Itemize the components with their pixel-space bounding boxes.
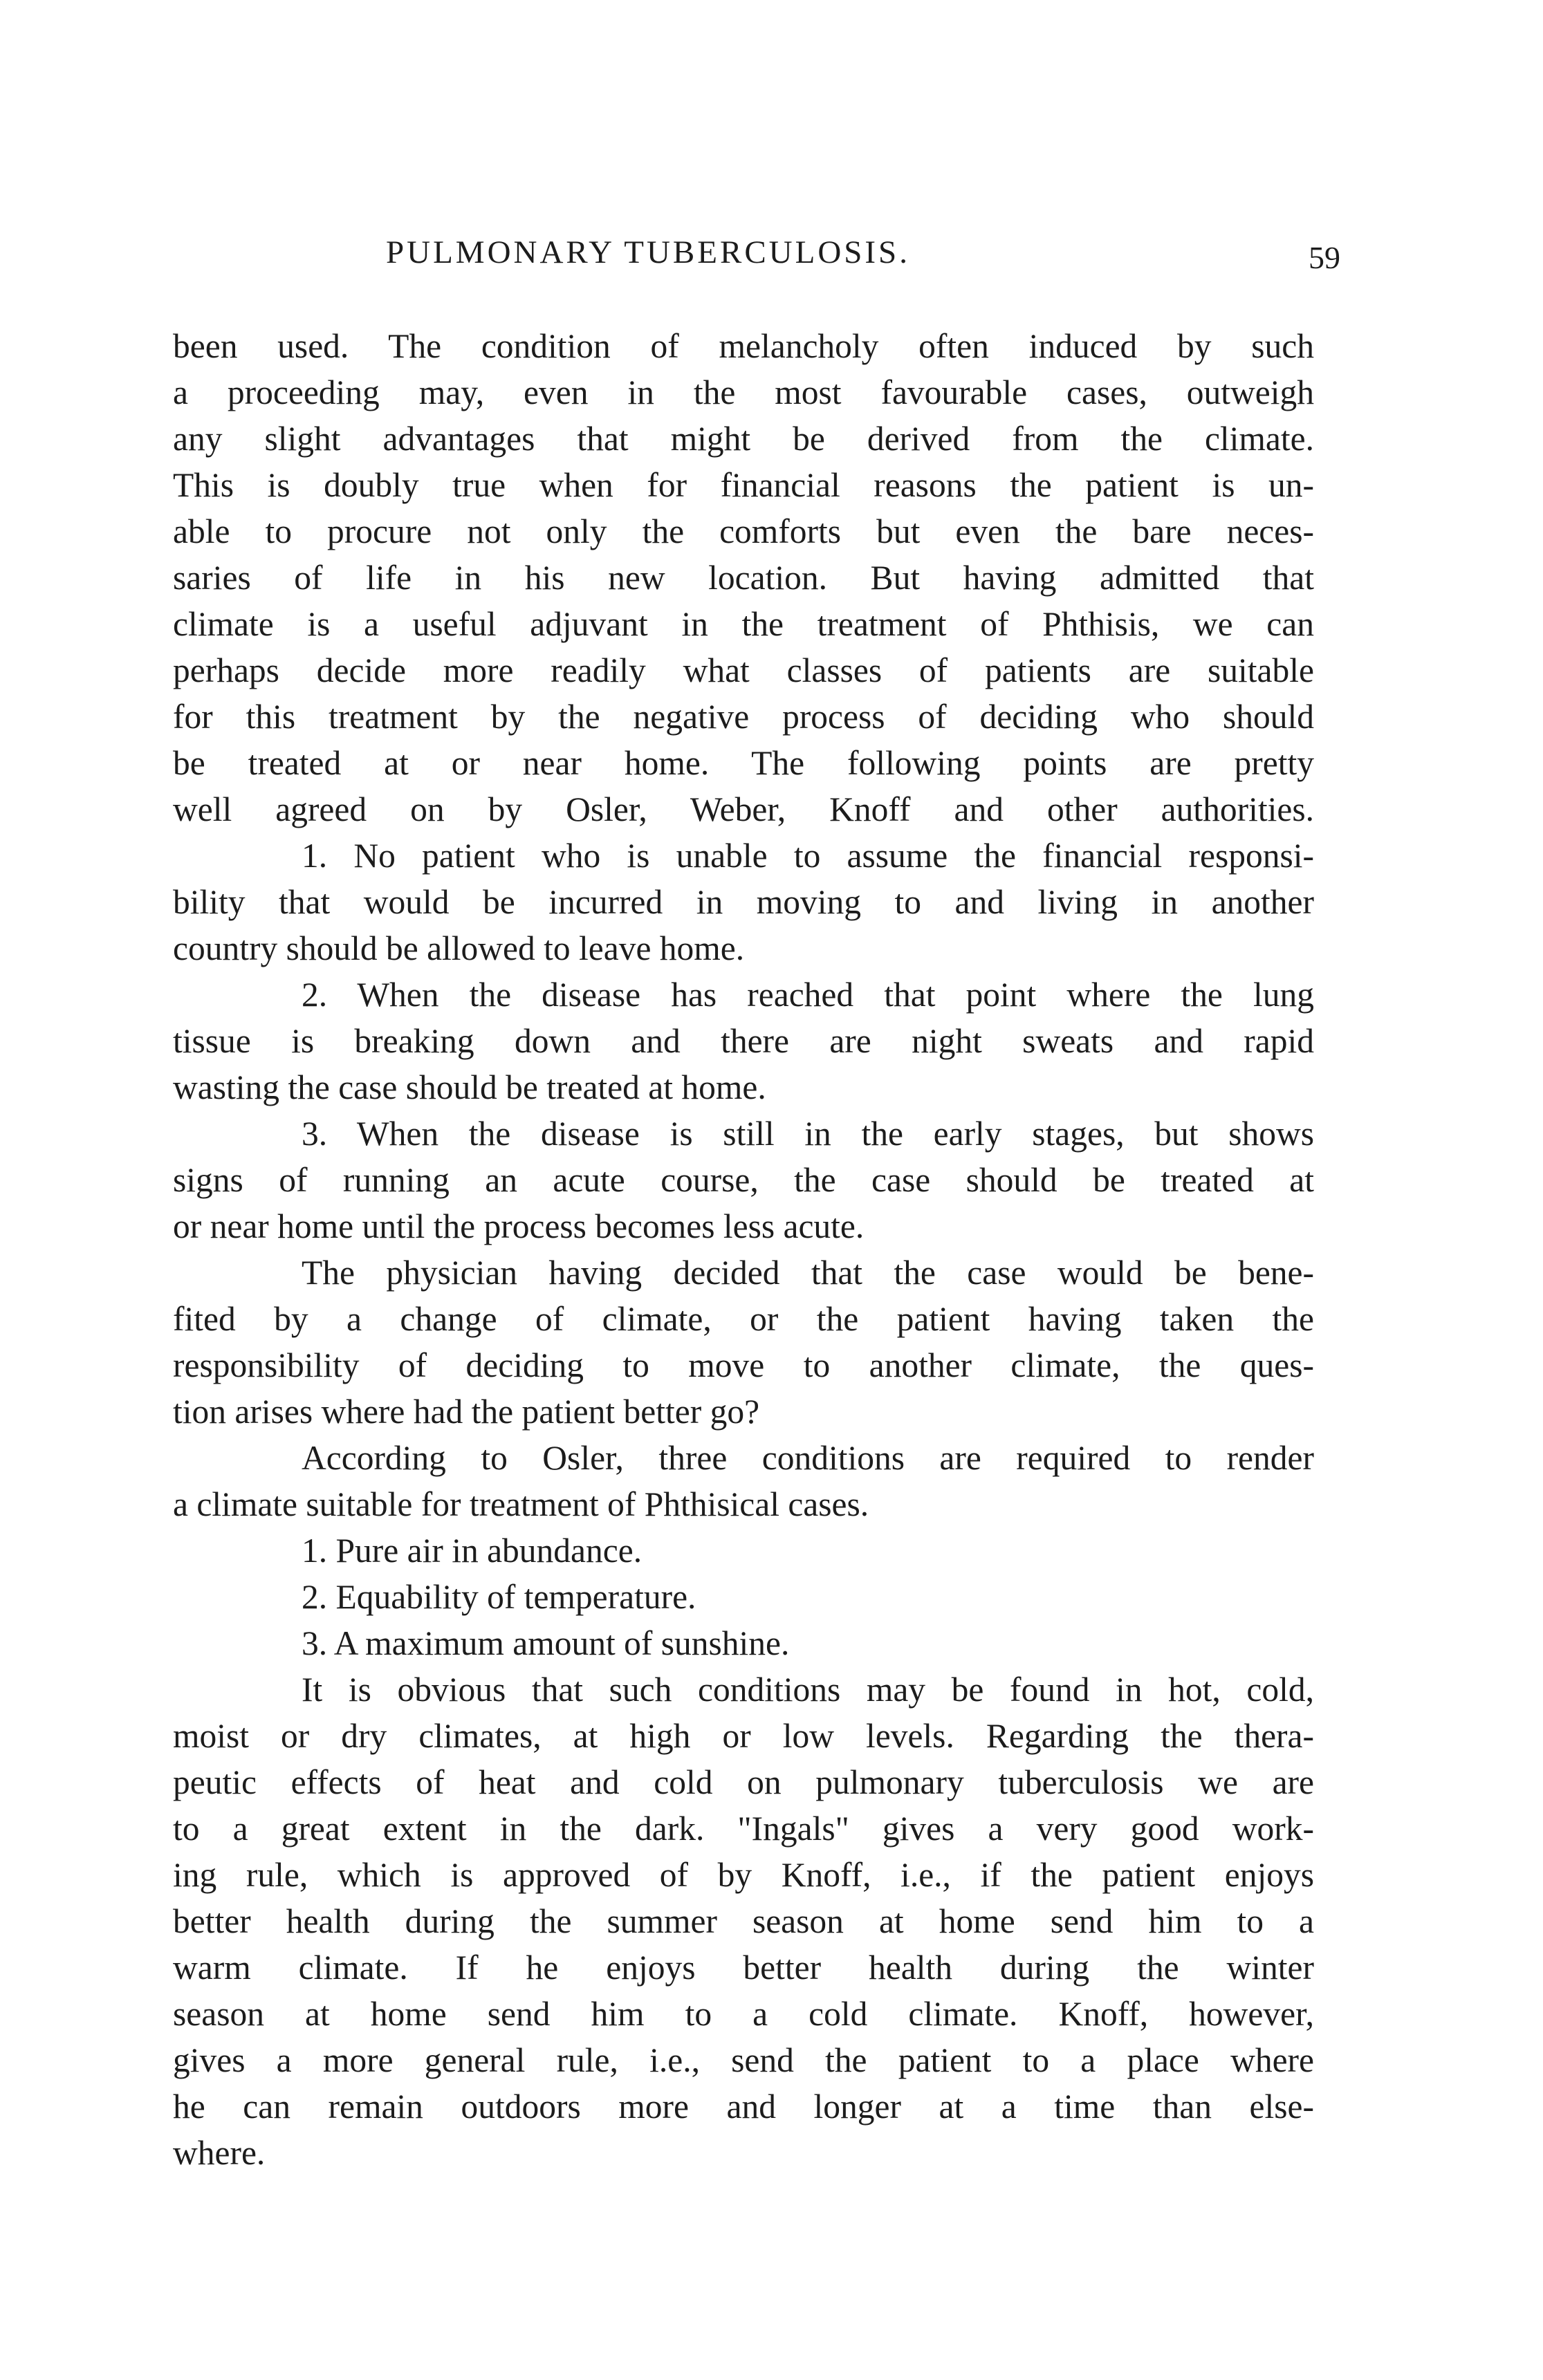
- text-line: moist or dry climates, at high or low levels. Regarding the thera-: [173, 1717, 1314, 1755]
- running-head: [173, 234, 1340, 282]
- text-line: saries of life in his new location. But having admitted that: [173, 559, 1314, 597]
- text-line: 2. When the disease has reached that point where the lung: [302, 976, 1314, 1014]
- text-line: for this treatment by the negative process of deciding who should: [173, 698, 1314, 736]
- text-line: responsibility of deciding to move to another climate, the ques-: [173, 1346, 1314, 1384]
- text-line: where.: [173, 2134, 266, 2172]
- page-number: 59: [1309, 240, 1340, 275]
- text-line: country should be allowed to leave home.: [173, 929, 745, 967]
- text-line: any slight advantages that might be derived from the climate.: [173, 420, 1314, 458]
- text-line: gives a more general rule, i.e., send the patient to a place where: [173, 2041, 1314, 2079]
- text-line: According to Osler, three conditions are required to render: [302, 1439, 1314, 1477]
- text-line: to a great extent in the dark. "Ingals" gives a very good work-: [173, 1810, 1314, 1848]
- list-item: 3. A maximum amount of sunshine.: [302, 1624, 790, 1662]
- text-line: or near home until the process becomes less acute.: [173, 1207, 865, 1245]
- text-line: 1. No patient who is unable to assume the financial responsi-: [302, 837, 1314, 875]
- body-text: [173, 323, 1314, 2176]
- text-line: climate is a useful adjuvant in the treatment of Phthisis, we can: [173, 605, 1314, 643]
- text-line: a proceeding may, even in the most favourable cases, outweigh: [173, 373, 1314, 411]
- text-line: be treated at or near home. The following points are pretty: [173, 744, 1314, 782]
- text-line: warm climate. If he enjoys better health during the winter: [173, 1949, 1314, 1987]
- text-line: better health during the summer season at home send him to a: [173, 1902, 1314, 1940]
- text-line: It is obvious that such conditions may be found in hot, cold,: [302, 1671, 1314, 1709]
- text-line: season at home send him to a cold climate. Knoff, however,: [173, 1995, 1314, 2033]
- text-line: tissue is breaking down and there are night sweats and rapid: [173, 1022, 1314, 1060]
- text-line: bility that would be incurred in moving to and living in another: [173, 883, 1314, 921]
- text-line: a climate suitable for treatment of Phthisical cases.: [173, 1485, 869, 1523]
- text-line: ing rule, which is approved of by Knoff, i.e., if the patient enjoys: [173, 1856, 1314, 1894]
- list-item: 1. Pure air in abundance.: [302, 1532, 643, 1570]
- text-line: The physician having decided that the case would be bene-: [302, 1254, 1314, 1292]
- text-line: been used. The condition of melancholy often induced by such: [173, 327, 1314, 365]
- text-line: peutic effects of heat and cold on pulmonary tuberculosis we are: [173, 1763, 1314, 1801]
- text-line: 3. When the disease is still in the early stages, but shows: [302, 1115, 1314, 1153]
- list-item: 2. Equability of temperature.: [302, 1578, 696, 1616]
- text-line: tion arises where had the patient better go?: [173, 1393, 760, 1431]
- running-title: PULMONARY TUBERCULOSIS.: [386, 234, 910, 270]
- text-line: fited by a change of climate, or the patient having taken the: [173, 1300, 1314, 1338]
- text-line: able to procure not only the comforts but even the bare neces-: [173, 512, 1314, 550]
- text-line: he can remain outdoors more and longer at a time than else-: [173, 2088, 1314, 2126]
- text-line: signs of running an acute course, the case should be treated at: [173, 1161, 1314, 1199]
- text-line: This is doubly true when for financial reasons the patient is un-: [173, 466, 1314, 504]
- text-line: perhaps decide more readily what classes of patients are suitable: [173, 651, 1314, 689]
- text-line: well agreed on by Osler, Weber, Knoff and other authorities.: [173, 790, 1314, 828]
- text-line: wasting the case should be treated at home.: [173, 1068, 766, 1106]
